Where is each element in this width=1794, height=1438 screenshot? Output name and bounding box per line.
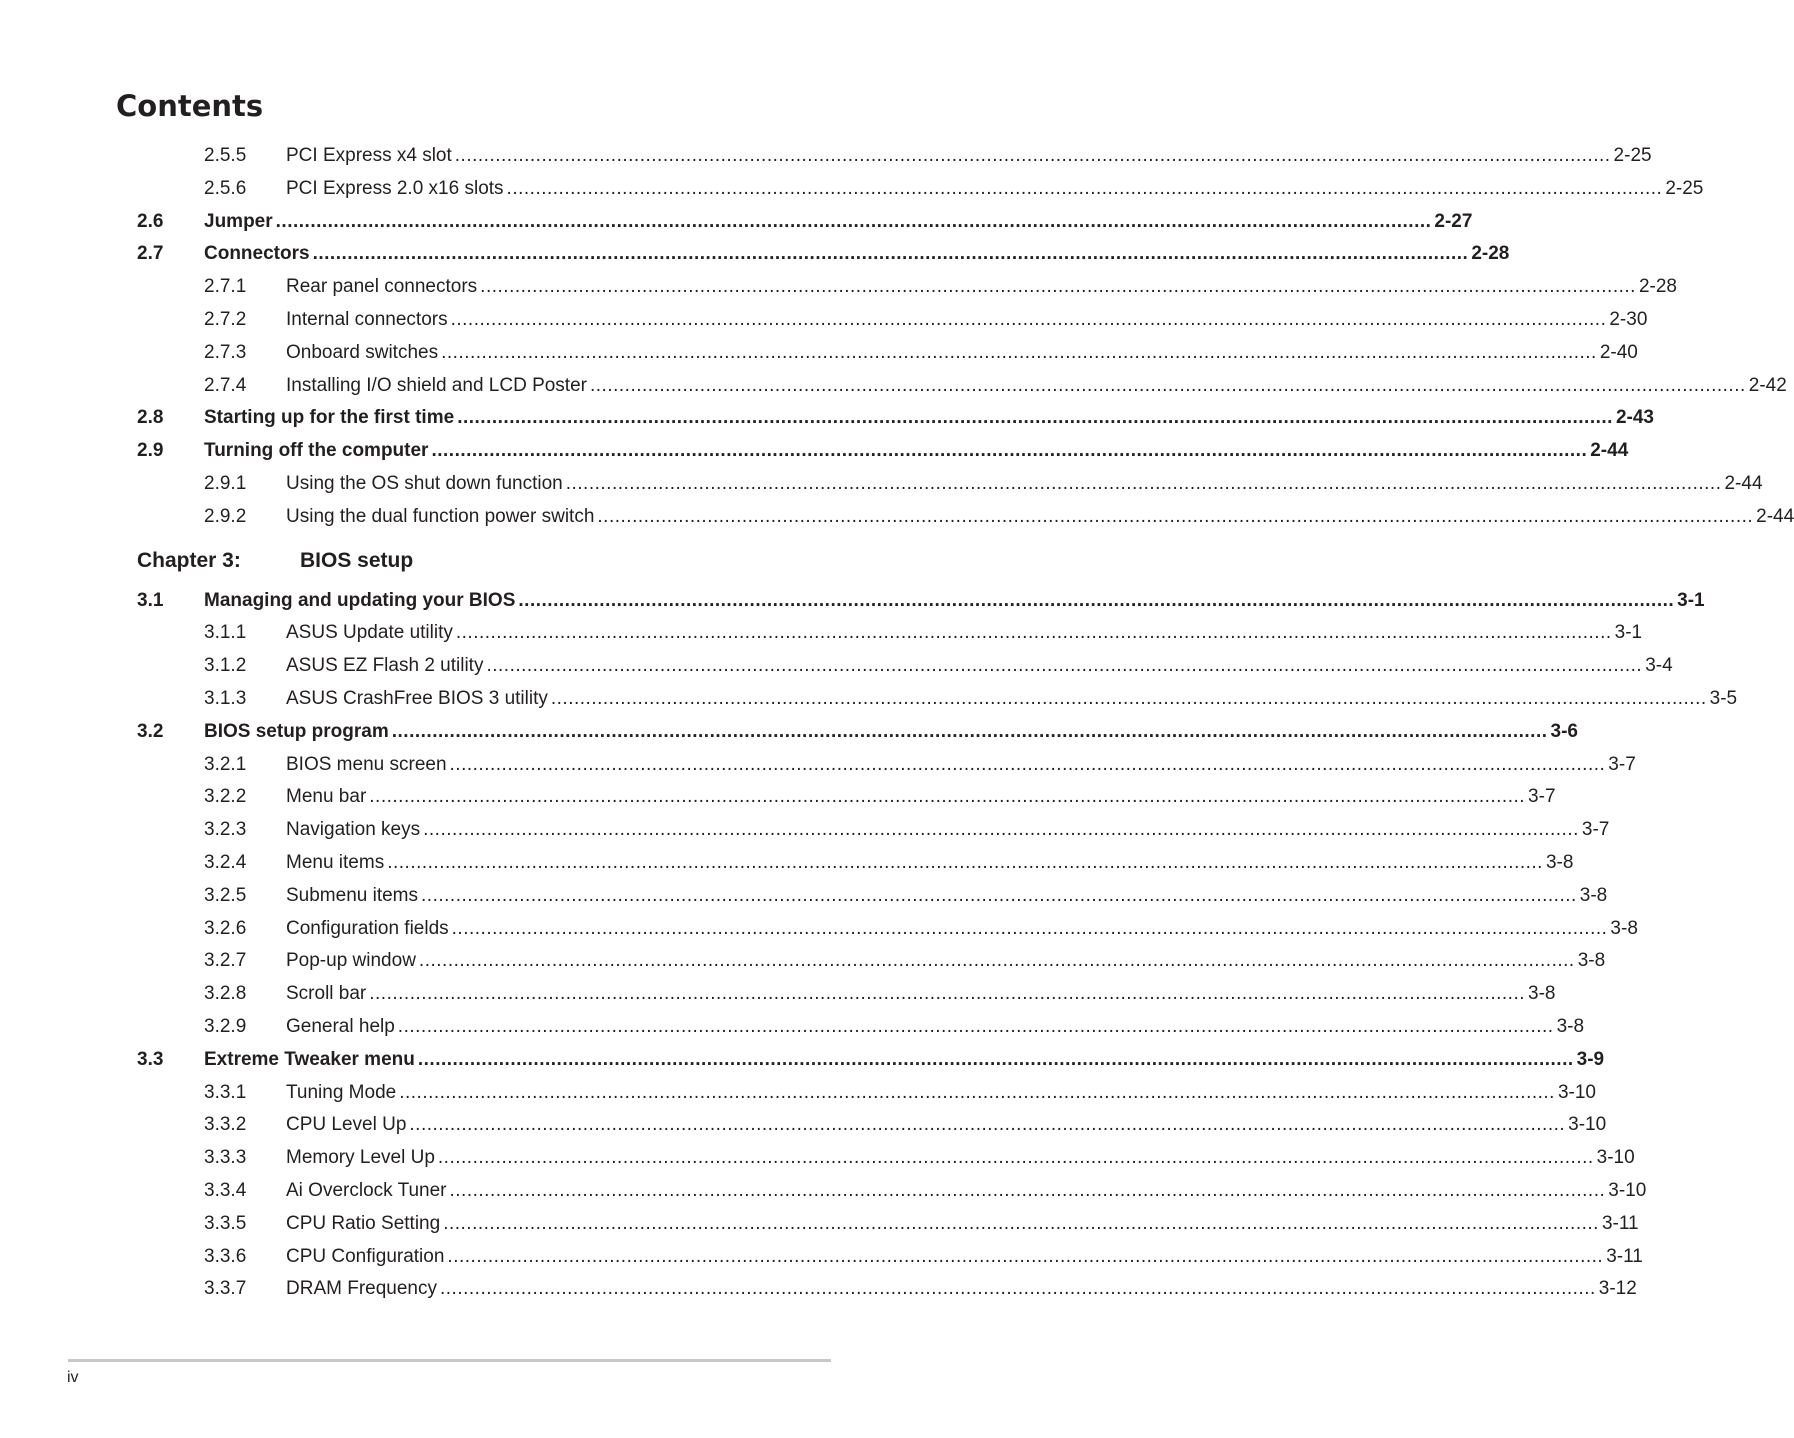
toc-entry-title[interactable]: Onboard switches (286, 341, 439, 363)
toc-subsection-row[interactable] (0, 468, 1763, 501)
toc-page-number[interactable]: 2-42 (1748, 374, 1787, 396)
toc-entry-title[interactable]: CPU Configuration (286, 1245, 445, 1267)
toc-entry-title[interactable]: Pop-up window (286, 950, 416, 972)
toc-entry (286, 370, 1787, 403)
dot-leader: ........................................................................................................................................................................................................ (597, 505, 1754, 527)
toc-page-number[interactable]: 3-6 (1550, 720, 1578, 742)
toc-section-row[interactable] (0, 585, 1705, 618)
toc-subsection-row[interactable] (0, 1241, 1643, 1274)
toc-entry-number: 3.2.9 (204, 1015, 247, 1037)
toc-subsection-row[interactable] (0, 617, 1643, 650)
toc-subsection-row[interactable] (0, 304, 1648, 337)
toc-entry (204, 206, 1473, 239)
toc-entry-title[interactable]: PCI Express 2.0 x16 slots (286, 177, 504, 199)
toc-entry-number: 3.3.1 (204, 1081, 247, 1103)
toc-page-number[interactable]: 3-1 (1614, 622, 1643, 644)
toc-entry-title[interactable]: General help (286, 1015, 395, 1037)
toc-entry-number: 3.2.6 (204, 917, 247, 939)
toc-page-number[interactable]: 2-25 (1665, 177, 1704, 199)
dot-leader: ........................................................................................................................................................................................................ (550, 687, 1707, 709)
toc-entry-title[interactable]: Scroll bar (286, 983, 367, 1005)
toc-page-number[interactable]: 3-8 (1545, 851, 1574, 873)
toc-subsection-row[interactable] (0, 1011, 1585, 1044)
toc-page-number[interactable]: 3-10 (1596, 1147, 1635, 1169)
toc-entry (204, 435, 1629, 468)
toc-page-number[interactable]: 3-7 (1608, 753, 1636, 775)
toc-entry (286, 913, 1638, 946)
dot-leader: ........................................................................................................................................................................................................ (399, 1081, 1555, 1103)
toc-entry-title[interactable]: Using the dual function power switch (286, 505, 595, 527)
toc-page-number[interactable]: 3-7 (1528, 786, 1556, 808)
toc-subsection-row[interactable] (0, 847, 1574, 880)
dot-leader: ........................................................................................................................................................................................................ (486, 655, 1643, 677)
toc-entry-number: 3.1.3 (204, 687, 247, 709)
toc-entry-number: 3.2 (137, 720, 164, 742)
toc-entry-number: 2.5.5 (204, 145, 247, 166)
toc-subsection-row[interactable] (0, 749, 1636, 782)
toc-entry-number: 3.2.3 (204, 819, 247, 841)
toc-page-number[interactable]: 3-8 (1610, 917, 1638, 939)
toc-entry (286, 978, 1556, 1011)
toc-entry-title[interactable]: Menu bar (286, 786, 367, 808)
toc-page-number[interactable]: 2-30 (1609, 308, 1648, 330)
toc-page-number[interactable]: 3-4 (1645, 655, 1673, 677)
dot-leader: ........................................................................................................................................................................................................ (480, 276, 1636, 298)
toc-entry-number: 2.5.6 (204, 177, 247, 199)
toc-page-number[interactable]: 3-11 (1606, 1245, 1643, 1267)
toc-entry (286, 749, 1636, 782)
toc-subsection-row[interactable] (0, 1175, 1647, 1208)
toc-subsection-row[interactable] (0, 814, 1610, 847)
dot-leader: ........................................................................................................................................................................................................ (312, 243, 1469, 265)
toc-page-number[interactable]: 3-10 (1568, 1114, 1607, 1136)
toc-entry (286, 945, 1606, 978)
toc-entry (286, 1241, 1643, 1274)
toc-subsection-row[interactable] (0, 650, 1673, 683)
toc-subsection-row[interactable] (0, 1109, 1607, 1142)
toc-subsection-row[interactable] (0, 271, 1677, 304)
toc-entry (286, 847, 1574, 880)
toc-page-number[interactable]: 3-5 (1709, 687, 1738, 709)
dot-leader: ........................................................................................................................................................................................................ (449, 1179, 1606, 1201)
toc-section-row[interactable] (0, 238, 1510, 271)
toc-entry-number: 2.7.3 (204, 341, 247, 363)
toc-entry-title[interactable]: Installing I/O shield and LCD Poster (286, 374, 587, 396)
toc-entry (286, 683, 1738, 716)
dot-leader: ........................................................................................................................................................................................................ (440, 1278, 1596, 1300)
toc-entry-number: 3.3.7 (204, 1278, 247, 1300)
toc-page-number[interactable]: 3-8 (1577, 950, 1606, 972)
toc-section-row[interactable] (0, 435, 1629, 468)
dot-leader: ........................................................................................................................................................................................................ (418, 950, 1575, 972)
toc-entry (204, 1044, 1605, 1077)
dot-leader: ........................................................................................................................................................................................................ (417, 1048, 1574, 1070)
toc-subsection-row[interactable] (0, 1077, 1596, 1110)
toc-entry-number: 3.2.4 (204, 851, 247, 873)
toc-page-number[interactable]: 3-7 (1581, 819, 1610, 841)
toc-entry-title[interactable]: Memory Level Up (286, 1147, 435, 1169)
toc-subsection-row[interactable] (0, 683, 1738, 716)
footer-page-number: iv (67, 1369, 79, 1386)
toc-entry-title[interactable]: Tuning Mode (286, 1081, 397, 1103)
toc-page-number[interactable]: 3-10 (1608, 1179, 1647, 1201)
toc-page-number[interactable]: 3-8 (1528, 983, 1556, 1005)
toc-entry-number: 3.3.3 (204, 1147, 247, 1169)
toc-entry (286, 1077, 1596, 1110)
dot-leader: ........................................................................................................................................................................................................ (506, 177, 1663, 199)
toc-page-number[interactable]: 2-44 (1724, 472, 1763, 494)
toc-page-number[interactable]: 2-28 (1638, 276, 1677, 298)
dot-leader: ........................................................................................................................................................................................................ (449, 753, 1606, 775)
dot-leader: ........................................................................................................................................................................................................ (275, 210, 1432, 232)
toc-page-number[interactable]: 2-44 (1756, 505, 1794, 527)
toc-entry-number: 3.3.6 (204, 1245, 247, 1267)
dot-leader: ........................................................................................................................................................................................................ (397, 1015, 1554, 1037)
toc-entry-number: 3.3 (137, 1048, 164, 1070)
toc-entry-title[interactable]: Navigation keys (286, 819, 421, 841)
toc-entry (286, 880, 1608, 913)
dot-leader: ........................................................................................................................................................................................................ (447, 1245, 1604, 1267)
toc-entry (286, 304, 1648, 337)
dot-leader: ........................................................................................................................................................................................................ (451, 917, 1608, 939)
toc-page-number[interactable]: 2-40 (1599, 341, 1638, 363)
dot-leader: ........................................................................................................................................................................................................ (441, 341, 1597, 363)
chapter-title[interactable]: BIOS setup (300, 548, 414, 572)
toc-entry-number: 2.9.2 (204, 505, 247, 527)
toc-page-number[interactable]: 3-10 (1557, 1081, 1596, 1103)
toc-page-number[interactable]: 2-28 (1471, 243, 1510, 265)
toc-section-row[interactable] (0, 1044, 1605, 1077)
toc-page-number[interactable]: 3-12 (1598, 1278, 1637, 1300)
toc-entry (286, 140, 1652, 173)
toc-entry-title[interactable]: CPU Ratio Setting (286, 1212, 441, 1234)
toc-entry-title[interactable]: Turning off the computer (204, 440, 429, 462)
toc-entry (286, 173, 1704, 206)
dot-leader: ........................................................................................................................................................................................................ (391, 720, 1548, 742)
toc-entry-number: 3.2.7 (204, 950, 247, 972)
toc-entry-title[interactable]: Ai Overclock Tuner (286, 1179, 447, 1201)
toc-entry-number: 3.2.8 (204, 983, 247, 1005)
dot-leader: ........................................................................................................................................................................................................ (565, 472, 1722, 494)
toc-entry-number: 3.3.2 (204, 1114, 247, 1136)
dot-leader: ........................................................................................................................................................................................................ (590, 374, 1746, 396)
table-of-contents (0, 140, 1794, 1306)
dot-leader: ........................................................................................................................................................................................................ (443, 1212, 1599, 1234)
toc-section-row[interactable] (0, 402, 1654, 435)
toc-entry (286, 1142, 1635, 1175)
dot-leader: ........................................................................................................................................................................................................ (450, 308, 1607, 330)
dot-leader: ........................................................................................................................................................................................................ (423, 819, 1579, 841)
page-title: Contents (116, 89, 264, 123)
toc-entry-number: 2.7.1 (204, 276, 247, 298)
toc-page-number[interactable]: 2-43 (1615, 407, 1654, 429)
toc-entry-number: 2.8 (137, 407, 164, 429)
toc-page-number[interactable]: 2-44 (1590, 440, 1629, 462)
toc-subsection-row[interactable] (0, 501, 1794, 534)
toc-page-number[interactable]: 3-11 (1601, 1212, 1639, 1234)
toc-entry (286, 468, 1763, 501)
toc-entry (286, 1175, 1647, 1208)
toc-entry-title[interactable]: Menu items (286, 851, 385, 873)
toc-entry-title[interactable]: Configuration fields (286, 917, 449, 939)
toc-entry (286, 781, 1556, 814)
dot-leader: ........................................................................................................................................................................................................ (455, 622, 1612, 644)
toc-subsection-row[interactable] (0, 140, 1652, 173)
toc-entry (204, 402, 1654, 435)
toc-entry-title[interactable]: Submenu items (286, 884, 419, 906)
toc-section-row[interactable] (0, 206, 1473, 239)
toc-page-number[interactable]: 3-1 (1677, 589, 1705, 611)
toc-page-number[interactable]: 2-27 (1434, 210, 1473, 232)
toc-entry-title[interactable]: ASUS Update utility (286, 622, 453, 644)
toc-page-number[interactable]: 2-25 (1613, 145, 1652, 166)
toc-subsection-row[interactable] (0, 173, 1704, 206)
dot-leader: ........................................................................................................................................................................................................ (518, 589, 1675, 611)
toc-entry (286, 617, 1643, 650)
toc-entry-number: 3.2.1 (204, 753, 247, 775)
toc-subsection-row[interactable] (0, 1142, 1635, 1175)
toc-entry (286, 1208, 1639, 1241)
toc-section-row[interactable] (0, 716, 1578, 749)
toc-entry-title[interactable]: Rear panel connectors (286, 276, 478, 298)
toc-entry-title[interactable]: Extreme Tweaker menu (204, 1048, 415, 1070)
toc-entry (204, 585, 1705, 618)
toc-subsection-row[interactable] (0, 337, 1638, 370)
toc-entry (286, 1273, 1637, 1306)
dot-leader: ........................................................................................................................................................................................................ (369, 786, 1526, 808)
dot-leader: ........................................................................................................................................................................................................ (369, 983, 1526, 1005)
toc-entry-number: 2.9 (137, 440, 164, 462)
toc-entry-title[interactable]: Connectors (204, 243, 310, 265)
toc-entry (286, 271, 1677, 304)
toc-entry-title[interactable]: DRAM Frequency (286, 1278, 437, 1300)
toc-page-number[interactable]: 3-8 (1556, 1015, 1585, 1037)
toc-entry-number: 2.7.2 (204, 308, 247, 330)
toc-entry-title[interactable]: BIOS menu screen (286, 753, 447, 775)
toc-entry-title[interactable]: Using the OS shut down function (286, 472, 563, 494)
toc-section-chapter-3 (0, 585, 1738, 1307)
toc-entry-number: 2.6 (137, 210, 164, 232)
toc-entry-number: 2.9.1 (204, 472, 247, 494)
toc-entry (286, 650, 1673, 683)
toc-page-number[interactable]: 3-8 (1579, 884, 1608, 906)
toc-entry-title[interactable]: ASUS EZ Flash 2 utility (286, 655, 484, 677)
toc-entry-title[interactable]: PCI Express x4 slot (286, 145, 452, 166)
toc-subsection-row[interactable] (0, 978, 1556, 1011)
dot-leader: ........................................................................................................................................................................................................ (437, 1147, 1594, 1169)
toc-entry-number: 3.2.5 (204, 884, 247, 906)
dot-leader: ........................................................................................................................................................................................................ (387, 851, 1543, 873)
dot-leader: ........................................................................................................................................................................................................ (409, 1114, 1566, 1136)
toc-subsection-row[interactable] (0, 370, 1787, 403)
toc-subsection-row[interactable] (0, 1273, 1637, 1306)
toc-entry-title[interactable]: CPU Level Up (286, 1114, 407, 1136)
toc-entry-number: 3.1.1 (204, 622, 247, 644)
toc-entry (286, 1011, 1585, 1044)
toc-entry (286, 337, 1638, 370)
chapter-heading (0, 534, 954, 585)
toc-entry-number: 3.2.2 (204, 786, 247, 808)
toc-entry-number: 3.3.5 (204, 1212, 247, 1234)
toc-subsection-row[interactable] (0, 880, 1608, 913)
toc-entry-number: 2.7.4 (204, 374, 247, 396)
toc-entry-title[interactable]: Starting up for the first time (204, 407, 455, 429)
toc-entry-title[interactable]: ASUS CrashFree BIOS 3 utility (286, 687, 548, 709)
chapter-label: Chapter 3: (137, 548, 241, 572)
toc-entry-title[interactable]: BIOS setup program (204, 720, 389, 742)
toc-page-number[interactable]: 3-9 (1576, 1048, 1605, 1070)
dot-leader: ........................................................................................................................................................................................................ (421, 884, 1577, 906)
toc-entry-title[interactable]: Jumper (204, 210, 273, 232)
toc-subsection-row[interactable] (0, 913, 1638, 946)
toc-subsection-row[interactable] (0, 945, 1606, 978)
toc-entry (204, 716, 1578, 749)
toc-entry (204, 238, 1510, 271)
toc-entry-number: 3.1 (137, 589, 164, 611)
toc-section-chapter-2 (0, 140, 1794, 534)
toc-subsection-row[interactable] (0, 781, 1556, 814)
dot-leader: ........................................................................................................................................................................................................ (431, 440, 1588, 462)
toc-entry-number: 2.7 (137, 243, 164, 265)
toc-entry-number: 3.3.4 (204, 1179, 247, 1201)
toc-entry-title[interactable]: Managing and updating your BIOS (204, 589, 516, 611)
toc-entry-title[interactable]: Internal connectors (286, 308, 448, 330)
footer-divider (68, 1359, 831, 1362)
toc-entry (286, 501, 1794, 534)
dot-leader: ........................................................................................................................................................................................................ (457, 407, 1613, 429)
toc-subsection-row[interactable] (0, 1208, 1639, 1241)
dot-leader: ........................................................................................................................................................................................................ (454, 145, 1611, 166)
toc-entry-number: 3.1.2 (204, 655, 247, 677)
toc-entry (286, 814, 1610, 847)
toc-entry (286, 1109, 1607, 1142)
